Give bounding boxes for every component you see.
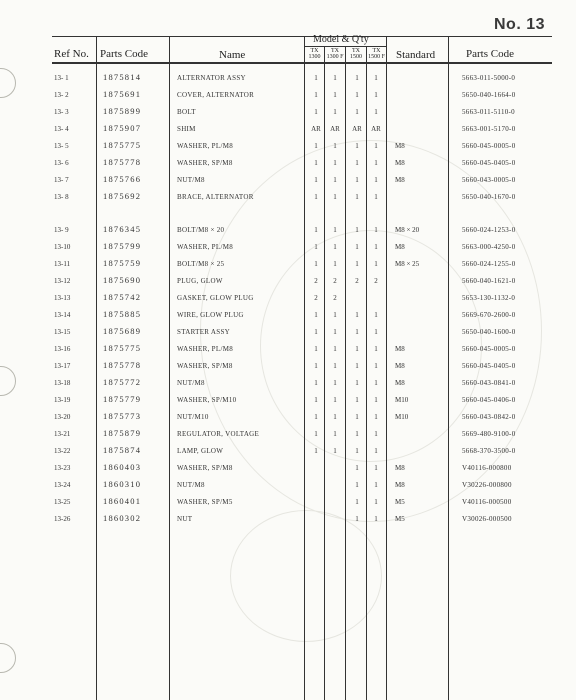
standard-parts-code-cell: 5663-001-5170-0 (462, 125, 516, 133)
qty-tx1500f-cell: 1 (374, 515, 378, 523)
qty-tx1500-cell: 1 (355, 481, 359, 489)
qty-tx1500f-cell: 1 (374, 396, 378, 404)
standard-cell: M8 × 25 (395, 260, 420, 268)
qty-tx1300f-cell: 1 (333, 396, 337, 404)
standard-cell: M10 (395, 413, 409, 421)
standard-cell: M8 (395, 481, 405, 489)
qty-tx1500-cell: 1 (355, 447, 359, 455)
qty-tx1500f-cell: 1 (374, 413, 378, 421)
qty-tx1300-cell: 1 (314, 142, 318, 150)
standard-parts-code-cell: 5660-043-0841-0 (462, 379, 516, 387)
header-model-qty: Model & Q'ty (313, 34, 369, 45)
ref-no-cell: 13-26 (54, 515, 71, 523)
ref-no-cell: 13-18 (54, 379, 71, 387)
parts-code-cell: 1875879 (103, 428, 142, 438)
part-name-cell: BRACE, ALTERNATOR (177, 193, 254, 201)
qty-tx1500-cell: 1 (355, 362, 359, 370)
qty-tx1500f-cell: 1 (374, 345, 378, 353)
standard-cell: M8 (395, 176, 405, 184)
header-model-1: TX 1300 (308, 48, 321, 60)
ref-no-cell: 13- 9 (54, 226, 69, 234)
qty-tx1300f-cell: 1 (333, 311, 337, 319)
qty-tx1300-cell: 1 (314, 193, 318, 201)
table-row (0, 121, 576, 138)
qty-tx1300-cell: 1 (314, 430, 318, 438)
ref-no-cell: 13-11 (54, 260, 71, 268)
ref-no-cell: 13-20 (54, 413, 71, 421)
table-row (0, 290, 576, 307)
ref-no-cell: 13- 1 (54, 74, 69, 82)
qty-tx1500-cell: 1 (355, 159, 359, 167)
qty-tx1300f-cell: 1 (333, 91, 337, 99)
part-name-cell: WASHER, SP/M8 (177, 464, 233, 472)
parts-code-cell: 1875778 (103, 360, 142, 370)
qty-tx1500f-cell: 1 (374, 362, 378, 370)
standard-parts-code-cell: V30026-000500 (462, 515, 512, 523)
part-name-cell: LAMP, GLOW (177, 447, 224, 455)
table-row (0, 460, 576, 477)
qty-tx1500f-cell: 1 (374, 447, 378, 455)
qty-tx1300-cell: 1 (314, 226, 318, 234)
qty-tx1500f-cell: 1 (374, 91, 378, 99)
standard-parts-code-cell: 5669-670-2600-0 (462, 311, 516, 319)
part-name-cell: WASHER, PL/M8 (177, 345, 234, 353)
parts-code-cell: 1876345 (103, 224, 142, 234)
qty-tx1300f-cell: 2 (333, 294, 337, 302)
qty-tx1500f-cell: 2 (374, 277, 378, 285)
parts-code-cell: 1875814 (103, 72, 142, 82)
qty-tx1500-cell: 1 (355, 91, 359, 99)
qty-tx1500f-cell: 1 (374, 328, 378, 336)
table-row (0, 70, 576, 87)
qty-tx1500f-cell: 1 (374, 176, 378, 184)
qty-tx1500f-cell: 1 (374, 243, 378, 251)
standard-parts-code-cell: 5660-024-1253-0 (462, 226, 516, 234)
qty-tx1500-cell: 1 (355, 396, 359, 404)
standard-cell: M8 (395, 243, 405, 251)
qty-tx1500-cell: 1 (355, 498, 359, 506)
standard-cell: M8 (395, 142, 405, 150)
qty-tx1500f-cell: 1 (374, 260, 378, 268)
standard-cell: M8 (395, 159, 405, 167)
qty-tx1500f-cell: 1 (374, 159, 378, 167)
part-name-cell: WASHER, PL/M8 (177, 243, 234, 251)
parts-code-cell: 1875692 (103, 191, 142, 201)
qty-tx1300-cell: 1 (314, 74, 318, 82)
qty-tx1500-cell: 1 (355, 193, 359, 201)
parts-code-cell: 1875766 (103, 174, 142, 184)
qty-tx1300-cell: 1 (314, 447, 318, 455)
ref-no-cell: 13-12 (54, 277, 71, 285)
table-row (0, 443, 576, 460)
table-row (0, 409, 576, 426)
table-row (0, 477, 576, 494)
table-row (0, 87, 576, 104)
part-name-cell: COVER, ALTERNATOR (177, 91, 255, 99)
table-row (0, 189, 576, 206)
parts-code-cell: 1860403 (103, 462, 142, 472)
qty-tx1300-cell: AR (311, 125, 321, 133)
part-name-cell: WASHER, PL/M8 (177, 142, 234, 150)
standard-parts-code-cell: V30226-000800 (462, 481, 512, 489)
part-name-cell: STARTER ASSY (177, 328, 230, 336)
standard-parts-code-cell: 5660-045-0005-0 (462, 345, 516, 353)
part-name-cell: NUT/M10 (177, 413, 209, 421)
standard-cell: M8 (395, 362, 405, 370)
part-name-cell: NUT/M8 (177, 379, 205, 387)
table-row (0, 511, 576, 528)
qty-tx1500-cell: 1 (355, 176, 359, 184)
table-row (0, 307, 576, 324)
qty-tx1500-cell: 1 (355, 379, 359, 387)
parts-code-cell: 1860401 (103, 496, 142, 506)
qty-tx1300-cell: 1 (314, 311, 318, 319)
qty-tx1300f-cell: 1 (333, 243, 337, 251)
qty-tx1500-cell: 1 (355, 413, 359, 421)
qty-tx1300f-cell: 1 (333, 193, 337, 201)
part-name-cell: GASKET, GLOW PLUG (177, 294, 254, 302)
parts-code-cell: 1875772 (103, 377, 142, 387)
standard-parts-code-cell: 5668-370-3500-0 (462, 447, 516, 455)
ref-no-cell: 13- 6 (54, 159, 69, 167)
qty-tx1300f-cell: 1 (333, 74, 337, 82)
standard-cell: M8 (395, 345, 405, 353)
part-name-cell: ALTERNATOR ASSY (177, 74, 246, 82)
ref-no-cell: 13-14 (54, 311, 71, 319)
qty-tx1300f-cell: 1 (333, 226, 337, 234)
qty-tx1300-cell: 2 (314, 294, 318, 302)
parts-code-cell: 1875907 (103, 123, 142, 133)
table-row (0, 341, 576, 358)
standard-parts-code-cell: 5660-045-0406-0 (462, 396, 516, 404)
qty-tx1500-cell: 1 (355, 345, 359, 353)
background-drawing-ghost (230, 510, 382, 642)
table-row (0, 426, 576, 443)
part-name-cell: WASHER, SP/M8 (177, 362, 233, 370)
qty-tx1500f-cell: 1 (374, 108, 378, 116)
qty-tx1500f-cell: 1 (374, 464, 378, 472)
parts-code-cell: 1875778 (103, 157, 142, 167)
parts-code-cell: 1875742 (103, 292, 142, 302)
parts-code-cell: 1875775 (103, 140, 142, 150)
page-number: No. 13 (494, 16, 546, 33)
ref-no-cell: 13-22 (54, 447, 71, 455)
table-row (0, 494, 576, 511)
qty-tx1300f-cell: 1 (333, 430, 337, 438)
header-name: Name (219, 49, 246, 61)
qty-tx1500f-cell: 1 (374, 379, 378, 387)
table-row (0, 375, 576, 392)
standard-parts-code-cell: V40116-000500 (462, 498, 512, 506)
ref-no-cell: 13-16 (54, 345, 71, 353)
ref-no-cell: 13-21 (54, 430, 71, 438)
qty-tx1300-cell: 2 (314, 277, 318, 285)
standard-parts-code-cell: 5660-045-0405-0 (462, 159, 516, 167)
qty-tx1500-cell: 1 (355, 142, 359, 150)
parts-code-cell: 1875773 (103, 411, 142, 421)
qty-tx1300f-cell: AR (330, 125, 340, 133)
ref-no-cell: 13-17 (54, 362, 71, 370)
part-name-cell: WASHER, SP/M5 (177, 498, 233, 506)
header-model-4: TX 1500 F (368, 48, 385, 60)
standard-cell: M5 (395, 515, 405, 523)
table-row (0, 358, 576, 375)
header-model-2: TX 1300 F (326, 48, 344, 60)
ref-no-cell: 13- 3 (54, 108, 69, 116)
qty-tx1500-cell: 1 (355, 260, 359, 268)
part-name-cell: NUT (177, 515, 193, 523)
qty-tx1300-cell: 1 (314, 362, 318, 370)
qty-tx1500-cell: AR (352, 125, 362, 133)
qty-tx1300-cell: 1 (314, 260, 318, 268)
qty-tx1500f-cell: 1 (374, 142, 378, 150)
binder-hole (0, 643, 16, 673)
part-name-cell: WASHER, SP/M8 (177, 159, 233, 167)
table-row (0, 239, 576, 256)
ref-no-cell: 13- 4 (54, 125, 69, 133)
ref-no-cell: 13-10 (54, 243, 71, 251)
qty-tx1500-cell: 1 (355, 226, 359, 234)
table-row (0, 138, 576, 155)
qty-tx1300f-cell: 1 (333, 176, 337, 184)
qty-tx1500-cell: 1 (355, 74, 359, 82)
parts-code-cell: 1875775 (103, 343, 142, 353)
parts-code-cell: 1875779 (103, 394, 142, 404)
qty-tx1300f-cell: 1 (333, 328, 337, 336)
qty-tx1300-cell: 1 (314, 345, 318, 353)
ref-no-cell: 13- 8 (54, 193, 69, 201)
qty-tx1500f-cell: 1 (374, 311, 378, 319)
ref-no-cell: 13-15 (54, 328, 71, 336)
part-name-cell: BOLT/M8 × 20 (177, 226, 225, 234)
qty-tx1300f-cell: 1 (333, 362, 337, 370)
qty-tx1500f-cell: AR (371, 125, 381, 133)
standard-cell: M5 (395, 498, 405, 506)
qty-tx1300-cell: 1 (314, 243, 318, 251)
standard-parts-code-cell: 5650-040-1670-0 (462, 193, 516, 201)
header-ref-no: Ref No. (54, 48, 89, 60)
standard-parts-code-cell: 5663-011-5000-0 (462, 74, 516, 82)
table-row (0, 392, 576, 409)
qty-tx1300f-cell: 1 (333, 345, 337, 353)
standard-cell: M8 × 20 (395, 226, 420, 234)
part-name-cell: WASHER, SP/M10 (177, 396, 237, 404)
qty-tx1500-cell: 1 (355, 464, 359, 472)
standard-parts-code-cell: 5660-045-0405-0 (462, 362, 516, 370)
qty-tx1500f-cell: 1 (374, 481, 378, 489)
qty-tx1500-cell: 1 (355, 311, 359, 319)
parts-code-cell: 1875799 (103, 241, 142, 251)
parts-code-cell: 1875691 (103, 89, 142, 99)
qty-tx1300f-cell: 1 (333, 159, 337, 167)
standard-parts-code-cell: 5663-000-4250-0 (462, 243, 516, 251)
standard-parts-code-cell: 5660-043-0842-0 (462, 413, 516, 421)
part-name-cell: NUT/M8 (177, 481, 205, 489)
table-row (0, 104, 576, 121)
ref-no-cell: 13-23 (54, 464, 71, 472)
standard-parts-code-cell: 5660-045-0005-0 (462, 142, 516, 150)
header-parts-code: Parts Code (100, 48, 148, 60)
ref-no-cell: 13-19 (54, 396, 71, 404)
standard-parts-code-cell: 5653-130-1132-0 (462, 294, 516, 302)
standard-cell: M10 (395, 396, 409, 404)
qty-tx1300-cell: 1 (314, 91, 318, 99)
standard-parts-code-cell: 5669-480-9100-0 (462, 430, 516, 438)
qty-tx1300-cell: 1 (314, 379, 318, 387)
table-row (0, 324, 576, 341)
qty-tx1300-cell: 1 (314, 108, 318, 116)
standard-parts-code-cell: 5660-024-1255-0 (462, 260, 516, 268)
standard-parts-code-cell: 5650-040-1664-0 (462, 91, 516, 99)
qty-tx1300f-cell: 1 (333, 413, 337, 421)
qty-tx1300-cell: 1 (314, 328, 318, 336)
part-name-cell: WIRE, GLOW PLUG (177, 311, 244, 319)
standard-parts-code-cell: 5663-011-5110-0 (462, 108, 515, 116)
qty-tx1500f-cell: 1 (374, 193, 378, 201)
part-name-cell: REGULATOR, VOLTAGE (177, 430, 260, 438)
part-name-cell: BOLT (177, 108, 196, 116)
parts-code-cell: 1875689 (103, 326, 142, 336)
qty-tx1500-cell: 1 (355, 515, 359, 523)
parts-code-cell: 1875874 (103, 445, 142, 455)
part-name-cell: SHIM (177, 125, 196, 133)
qty-tx1300f-cell: 1 (333, 379, 337, 387)
table-row (0, 273, 576, 290)
ref-no-cell: 13-24 (54, 481, 71, 489)
header-parts-code-std: Parts Code (466, 48, 514, 60)
parts-code-cell: 1875885 (103, 309, 142, 319)
standard-cell: M8 (395, 464, 405, 472)
ref-no-cell: 13- 5 (54, 142, 69, 150)
qty-tx1300-cell: 1 (314, 159, 318, 167)
qty-tx1300f-cell: 1 (333, 260, 337, 268)
ref-no-cell: 13- 7 (54, 176, 69, 184)
qty-tx1500f-cell: 1 (374, 498, 378, 506)
qty-tx1500f-cell: 1 (374, 74, 378, 82)
standard-parts-code-cell: 5660-043-0005-0 (462, 176, 516, 184)
header-model-3: TX 1500 (350, 48, 362, 60)
parts-code-cell: 1875899 (103, 106, 142, 116)
table-row (0, 222, 576, 239)
qty-tx1500-cell: 1 (355, 328, 359, 336)
qty-tx1300-cell: 1 (314, 413, 318, 421)
parts-code-cell: 1860302 (103, 513, 142, 523)
qty-tx1500f-cell: 1 (374, 430, 378, 438)
qty-tx1500-cell: 1 (355, 430, 359, 438)
table-row (0, 155, 576, 172)
table-row (0, 256, 576, 273)
table-row (0, 172, 576, 189)
standard-parts-code-cell: 5660-040-1621-0 (462, 277, 516, 285)
qty-tx1500f-cell: 1 (374, 226, 378, 234)
qty-tx1500-cell: 1 (355, 108, 359, 116)
part-name-cell: PLUG, GLOW (177, 277, 223, 285)
part-name-cell: NUT/M8 (177, 176, 205, 184)
standard-parts-code-cell: 5650-040-1600-0 (462, 328, 516, 336)
qty-tx1500-cell: 2 (355, 277, 359, 285)
qty-tx1500-cell: 1 (355, 243, 359, 251)
parts-code-cell: 1860310 (103, 479, 142, 489)
standard-parts-code-cell: V40116-000800 (462, 464, 512, 472)
qty-tx1300f-cell: 1 (333, 108, 337, 116)
ref-no-cell: 13-13 (54, 294, 71, 302)
qty-tx1300f-cell: 2 (333, 277, 337, 285)
ref-no-cell: 13-25 (54, 498, 71, 506)
standard-cell: M8 (395, 379, 405, 387)
qty-tx1300-cell: 1 (314, 396, 318, 404)
qty-tx1300f-cell: 1 (333, 447, 337, 455)
parts-code-cell: 1875759 (103, 258, 142, 268)
parts-code-cell: 1875690 (103, 275, 142, 285)
header-standard: Standard (396, 49, 436, 61)
qty-tx1300-cell: 1 (314, 176, 318, 184)
qty-tx1300f-cell: 1 (333, 142, 337, 150)
ref-no-cell: 13- 2 (54, 91, 69, 99)
part-name-cell: BOLT/M8 × 25 (177, 260, 225, 268)
